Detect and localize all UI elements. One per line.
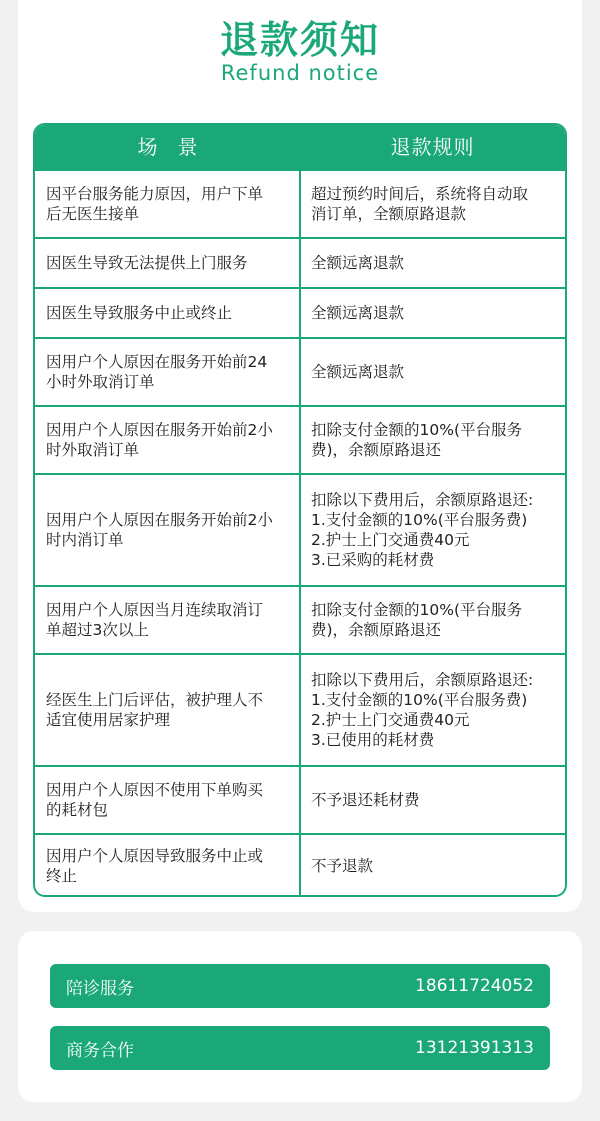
- rule-text: 扣除支付金额的10%(平台服务 费)，余额原路退还: [311, 421, 522, 459]
- scene-cell: [35, 239, 301, 287]
- scene-text: 因用户个人原因不使用下单购买 的耗材包: [46, 781, 264, 819]
- rule-text: 全额远离退款: [311, 363, 405, 381]
- scene-cell: [35, 587, 301, 653]
- scene-cell: [35, 835, 301, 897]
- contact-phone[interactable]: 18611724052: [415, 976, 534, 996]
- contact-label: 陪诊服务: [66, 978, 134, 999]
- rule-cell: [301, 587, 565, 653]
- rule-text: 不予退款: [311, 857, 374, 875]
- rule-text: 全额远离退款: [311, 254, 405, 272]
- rule-text: 超过预约时间后，系统将自动取 消订单，全额原路退款: [311, 185, 529, 223]
- rule-cell: [301, 767, 565, 833]
- table-row: [35, 237, 565, 287]
- rule-cell: [301, 475, 565, 585]
- table-row: [35, 473, 565, 585]
- contact-label: 商务合作: [66, 1040, 134, 1061]
- contact-card: [18, 931, 582, 1102]
- scene-text: 因医生导致服务中止或终止: [46, 304, 233, 322]
- table-row: [35, 337, 565, 405]
- scene-cell: [35, 475, 301, 585]
- scene-text: 因用户个人原因在服务开始前24 小时外取消订单: [46, 353, 268, 391]
- rule-text: 扣除以下费用后，余额原路退还: 1.支付金额的10%(平台服务费) 2.护士上门交通费40元 3.已采购的耗材费: [311, 491, 534, 569]
- table-row: [35, 765, 565, 833]
- scene-text: 因平台服务能力原因，用户下单 后无医生接单: [46, 185, 264, 223]
- table-row: [35, 169, 565, 237]
- page-title: 退款须知: [219, 18, 380, 62]
- rule-cell: [301, 339, 565, 405]
- scene-text: 因用户个人原因在服务开始前2小 时外取消订单: [46, 421, 273, 459]
- table-row: [35, 833, 565, 897]
- contact-row-escort[interactable]: [50, 964, 550, 1008]
- table-body: [35, 169, 565, 897]
- scene-cell: [35, 289, 301, 337]
- scene-cell: [35, 407, 301, 473]
- rule-text: 全额远离退款: [311, 304, 405, 322]
- scene-cell: [35, 655, 301, 765]
- scene-cell: [35, 767, 301, 833]
- rule-cell: [301, 835, 565, 897]
- scene-text: 因用户个人原因当月连续取消订 单超过3次以上: [46, 601, 264, 639]
- rule-text: 不予退还耗材费: [311, 791, 420, 809]
- scene-text: 经医生上门后评估，被护理人不 适宜使用居家护理: [46, 691, 264, 729]
- scene-text: 因医生导致无法提供上门服务: [46, 254, 248, 272]
- rule-cell: [301, 407, 565, 473]
- contact-row-business[interactable]: [50, 1026, 550, 1070]
- column-header-rule: 退款规则: [390, 135, 475, 159]
- table-row: [35, 405, 565, 473]
- scene-cell: [35, 171, 301, 237]
- rule-cell: [301, 171, 565, 237]
- rule-cell: [301, 239, 565, 287]
- contact-phone[interactable]: 13121391313: [415, 1038, 534, 1058]
- table-row: [35, 653, 565, 765]
- rule-text: 扣除以下费用后，余额原路退还: 1.支付金额的10%(平台服务费) 2.护士上门交通费40元 3.已使用的耗材费: [311, 671, 534, 749]
- rule-cell: [301, 289, 565, 337]
- table-row: [35, 585, 565, 653]
- table-row: [35, 287, 565, 337]
- page-subtitle: Refund notice: [220, 61, 380, 85]
- scene-text: 因用户个人原因在服务开始前2小 时内消订单: [46, 511, 273, 549]
- rule-cell: [301, 655, 565, 765]
- rule-text: 扣除支付金额的10%(平台服务 费)，余额原路退还: [311, 601, 522, 639]
- refund-table: [33, 123, 567, 897]
- table-header: [35, 125, 565, 169]
- column-header-scene: 场景: [137, 135, 218, 159]
- scene-cell: [35, 339, 301, 405]
- scene-text: 因用户个人原因导致服务中止或 终止: [46, 847, 264, 885]
